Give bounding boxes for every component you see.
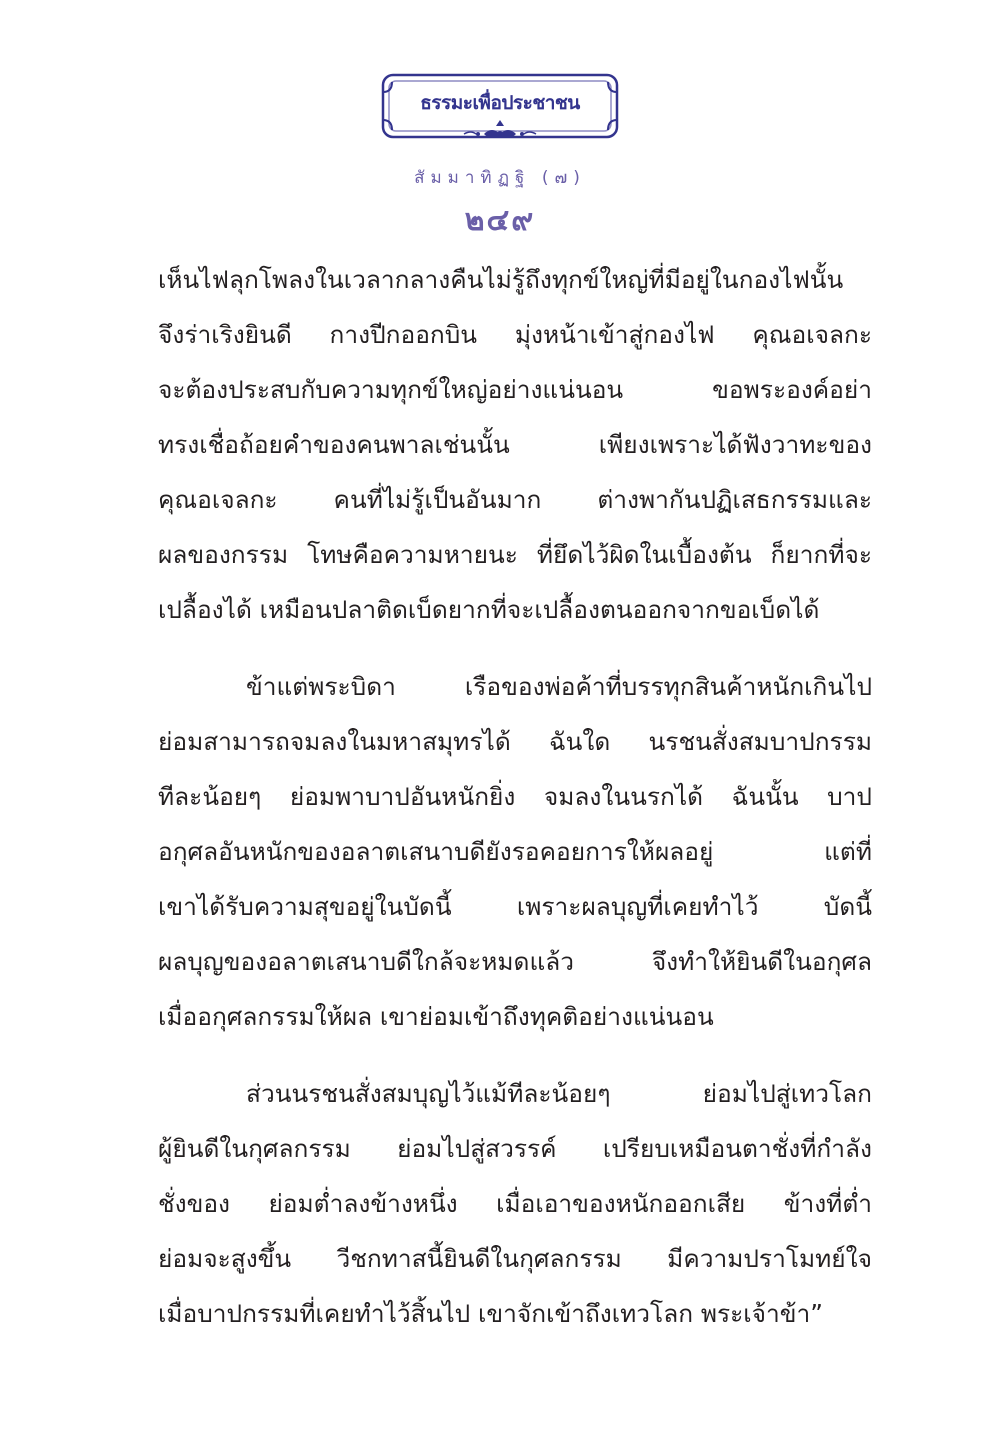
- paragraph-1: [158, 252, 872, 637]
- paragraph-3: [158, 1066, 872, 1341]
- text-line: ข้าแต่พระบิดา เรือของพ่อค้าที่บรรทุกสินค้าหนักเกินไป: [246, 672, 872, 701]
- text-line: ผู้ยินดีในกุศลกรรม ย่อมไปสู่สวรรค์ เปรียบเหมือนตาชั่งที่กำลัง: [158, 1134, 872, 1163]
- text-line: เปลื้องได้ เหมือนปลาติดเบ็ดยากที่จะเปลื้องตนออกจากขอเบ็ดได้: [158, 595, 820, 624]
- text-line: เขาได้รับความสุขอยู่ในบัดนี้ เพราะผลบุญที่เคยทำไว้ บัดนี้: [158, 892, 872, 921]
- emblem-title: ธรรมะเพื่อประชาชน: [420, 92, 580, 114]
- series-emblem: [380, 72, 620, 152]
- paragraph-2: [158, 659, 872, 1044]
- document-body: [158, 252, 872, 1341]
- series-title: สัมมาทิฏฐิ (๗): [414, 168, 586, 188]
- text-line: เมื่ออกุศลกรรมให้ผล เขาย่อมเข้าถึงทุคติอย่างแน่นอน: [158, 1002, 714, 1031]
- text-line: คุณอเจลกะ คนที่ไม่รู้เป็นอันมาก ต่างพากันปฏิเสธกรรมและ: [158, 485, 872, 514]
- text-line: ย่อมจะสูงขึ้น วีชกทาสนี้ยินดีในกุศลกรรม มีความปราโมทย์ใจ: [158, 1244, 872, 1273]
- text-line: ผลของกรรม โทษคือความหายนะ ที่ยึดไว้ผิดในเบื้องต้น ก็ยากที่จะ: [158, 540, 872, 569]
- text-line: เมื่อบาปกรรมที่เคยทำไว้สิ้นไป เขาจักเข้าถึงเทวโลก พระเจ้าข้า”: [158, 1299, 823, 1328]
- text-line: ชั่งของ ย่อมต่ำลงข้างหนึ่ง เมื่อเอาของหนักออกเสีย ข้างที่ต่ำ: [158, 1189, 872, 1218]
- text-line: จะต้องประสบกับความทุกข์ใหญ่อย่างแน่นอน ขอพระองค์อย่า: [158, 375, 872, 404]
- text-line: เห็นไฟลุกโพลงในเวลากลางคืนไม่รู้ถึงทุกข์ใหญ่ที่มีอยู่ในกองไฟนั้น: [158, 265, 844, 294]
- text-line: ย่อมสามารถจมลงในมหาสมุทรได้ ฉันใด นรชนสั่งสมบาปกรรม: [158, 727, 872, 756]
- text-line: ผลบุญของอลาตเสนาบดีใกล้จะหมดแล้ว จึงทำให้ยินดีในอกุศล: [158, 947, 872, 976]
- text-line: ส่วนนรชนสั่งสมบุญไว้แม้ทีละน้อยๆ ย่อมไปสู่เทวโลก: [246, 1079, 872, 1108]
- page-number: ๒๔๙: [464, 203, 536, 238]
- text-line: อกุศลอันหนักของอลาตเสนาบดียังรอคอยการให้ผลอยู่ แต่ที่: [158, 837, 872, 866]
- text-line: ทรงเชื่อถ้อยคำของคนพาลเช่นนั้น เพียงเพราะได้ฟังวาทะของ: [158, 430, 872, 459]
- text-line: จึงร่าเริงยินดี กางปีกออกบิน มุ่งหน้าเข้าสู่กองไฟ คุณอเจลกะ: [158, 320, 872, 349]
- page-header: [0, 72, 1000, 244]
- text-line: ทีละน้อยๆ ย่อมพาบาปอันหนักยิ่ง จมลงในนรกได้ ฉันนั้น บาป: [158, 782, 872, 811]
